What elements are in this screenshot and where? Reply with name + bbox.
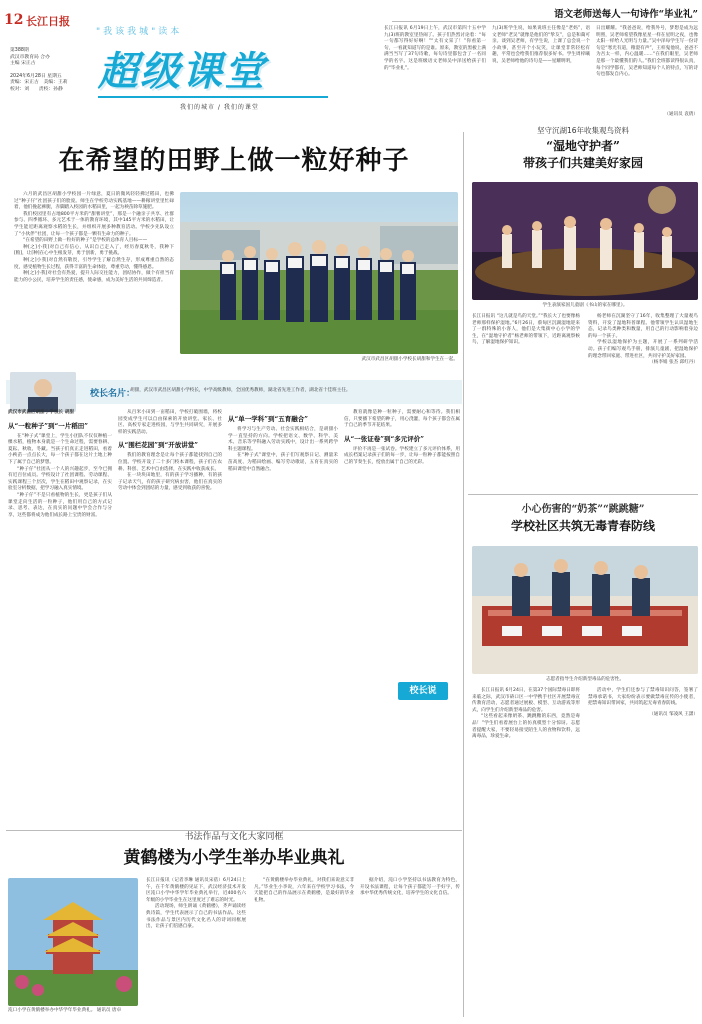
page-number: 12 — [4, 12, 24, 28]
story-photo — [472, 546, 698, 674]
principal-says-label: 校长说 — [409, 686, 437, 696]
story-credit: （通讯员 袁倩） — [664, 112, 698, 117]
article-subhead: 从“围栏花园”到“开放讲堂” — [118, 441, 198, 450]
story-title: 语文老师送每人一句诗作“毕业礼” — [554, 9, 698, 20]
article-para: 在一块块田地里，有的孩子学习播种，有的孩子记录天气，有的孩子研究病虫害，他们在真实的劳动中体会到团结的力量，感受到收获的喜悦。 — [118, 473, 222, 492]
headline-photo-caption: 武汉市武昌区胡甜小学校长胡甜和学生在一起。 — [361, 357, 458, 362]
headline-para: 六月的武昌区胡甜小学校园一片绿意，夏日的微风轻轻拂过稻田，也拂过“种子仔”社团孩子们的脸庞。师生在学校劳动实践基地——耕稼讲堂里忙碌着，他们挽起裤腿，赤脚踏入校园的水稻田里，一起为秧苗除草施肥。 — [14, 192, 174, 211]
story-para: 学校以湿地保护为主题，开展了一系列研学活动。孩子们编写观鸟手册，排演儿童剧，把湿地保护的理念带回家庭、带进社区，共同守护美好家园。 — [588, 340, 698, 359]
headline-para: 我们校园里有占地800平方米的“甜薯讲堂”，那是一个融亲子共享、社群参与、四季循环、多元艺术于一体的教育环境，其中145平方米的水稻田，让学生能近距离观察水稻的生长，并组织开展多种教育活动。学校少先队设立了“小伙伴”社团，让每一个孩子都是一颗有生命力的种子。 — [14, 211, 174, 237]
article-para: 从百米小田到一亩稻田，学校打破围墙，将校园变成学生可以自由探索的开放讲堂。家长、社区、高校专家走进校园，与学生共同研究，开展多样的实践活动。 — [118, 410, 222, 435]
story-col: 长江日报讯 6月19日上午，武汉市第四十五中学九(3)班的教室里热闹了。孩子们热烈讨论着：“每一句都写得好好啊！”“太有文采了！”你看第一句，一看就知道写的是谁。原来，教室的黑板上满满当当写了37句诗歌，每句诗里都包含了一名同学的名字。这是班级语文老师吴中泽送给孩子们的“毕业礼”。 — [384, 26, 486, 71]
paper-name: 长江日报 — [26, 15, 70, 28]
story-para: 长江日报讯 6月24日，在第37个国际禁毒日即将来临之际，武汉市硚口区一中学携手社区开展禁毒宣传教育活动，志愿者通过展板、模型、互动游戏等形式，向学生们介绍新型毒品的危害。 — [472, 688, 580, 713]
issue-meta — [10, 48, 70, 94]
middle-article — [8, 410, 460, 830]
story-title: 小心伤害的“奶茶”“跳跳糖” — [521, 504, 645, 515]
story-para: “在黄鹤楼举办毕业典礼，对我们来说意义非凡。”毕业生小李说，六年来在学校学习书法，今天能把自己的作品展示在黄鹤楼，是最好的毕业礼物。 — [254, 878, 354, 903]
bottom-story — [8, 834, 460, 1020]
right-story-1 — [468, 128, 698, 528]
article-para: 在“种子式”课堂上，学生小团队不仅仅种植一棵水稻，植物本身就是一个生命过程，需要春耕、夏耘、秋收、冬藏。当孩子们真正走进稻田，看着小秧苗一点点长大，每一个孩子都在这片土地上种下了属于自己的梦想。 — [8, 433, 112, 465]
story-credit: （通讯员 邹凌风 王潇） — [649, 711, 698, 717]
slogan: "我该我城"读本 — [96, 27, 183, 37]
proof-line: 校对：刘 责校：孙静 — [10, 86, 63, 92]
story-photo-caption: 志愿者指导生介绍新型毒品的危害性。 — [545, 677, 625, 682]
story-col — [360, 878, 460, 898]
anti-drug-exhibit-photo — [472, 546, 698, 674]
article-byline: 武汉市武昌区胡甜小学校长 胡甜 — [8, 410, 74, 415]
story-para: 活动中，学生们还参与了禁毒知识问答，签署了禁毒承诺书，大家纷纷表示要做禁毒宣传的小使者，把禁毒知识带回家，共同筑起无毒青春防线。 — [588, 688, 698, 707]
story-col — [588, 688, 698, 718]
story-photo — [8, 878, 138, 1006]
column-divider — [463, 132, 464, 1017]
article-col — [118, 410, 222, 493]
headline-para: 种[之]小我]对自己有信心，从识自己走入了，经历春夏秋冬，我种下[粮]，让[种]在心中生根发芽，勇于创新，勇于挑战。 — [14, 244, 174, 257]
title-rule — [392, 21, 698, 22]
story-col — [588, 314, 698, 367]
story-divider — [468, 494, 698, 495]
article-para: 教育就像是种一粒种子，需要耐心和等待。我们相信，只要播下希望的种子，用心浇灌，每个孩子都会在属于自己的季节开花结果。 — [344, 410, 460, 429]
brand-title: 超级课堂 — [98, 49, 266, 95]
story-para: 据介绍，沌口小学坚持以书法教育为特色，开设书法课程，让每个孩子都能写一手好字，传承中华优秀传统文化，培养学生的文化自信。 — [360, 878, 460, 897]
bottom-divider — [6, 830, 462, 831]
headline-title: 在希望的田野上做一粒好种子 — [58, 146, 410, 176]
headline-para: 种[之]小我]对社会有热爱，提升人际交往能力，团结协作，做个有担当有能力的小公民，培养学生的责任感，使命感，成为美好生活的共同缔造者。 — [14, 271, 174, 283]
principal-label: 校长名片： — [90, 389, 136, 399]
story-photo-caption: 学生表演家国儿童剧《书山的家在哪里》。 — [542, 303, 628, 308]
headline-left-text — [14, 192, 174, 284]
brand-underline — [98, 96, 328, 98]
yellow-crane-tower-photo — [8, 878, 138, 1006]
story-col — [254, 878, 354, 904]
headline-para: 种[之]小我]对自然有敬畏，引导学生了解自然生存，形成尊重自然的态度，感受植物生长过程，获得丰富的生命体验，尊重劳动，懂得感恩。 — [14, 257, 174, 270]
story-para: 长江日报讯 “这儿就是鸟的天堂。”“我长大了也要像杨老师那样保护湿地。”6月26日，蔡甸区沉湖湿地迎来了一群特殊的小客人，他们是大集街中心小学的学生，在“湿地守护者”杨老师的带领下，近距离观察候鸟，了解湿地保护知识。 — [472, 314, 580, 346]
story-kicker: 坚守沉湖16年收集观鸟资料 — [536, 126, 630, 135]
article-para: “种子仔”社团从一个人的兴趣起步，至今已拥有近百位成员。学校设计了社团课程、劳动课程、实践课程三个层次，学生在稻田中观察记录，在实验室分析数据，把学习融入真实情境。 — [8, 466, 112, 492]
story-title: 带孩子们共建美好家园 — [522, 155, 643, 170]
story-kicker: 书法作品与文化大家同框 — [184, 832, 284, 842]
principal-bio: 胡甜，武汉市武昌区胡甜小学校长，中学高级教师，全国优秀教师，湖北省先进工作者，湖北省十佳班主任。 — [130, 388, 351, 393]
article-para: 在“种子式”课堂中，孩子们写观察日记、测量禾苗高度、为稻田绘画、编写劳动歌谣，五育在真实的稻田课堂中自然融合。 — [228, 453, 338, 472]
story-photo-caption: 沌口小学在黄鹤楼举办中华学年毕业典礼。 通讯员 唐卓 — [8, 1008, 122, 1013]
story-col — [472, 688, 580, 741]
article-col — [344, 410, 460, 467]
story-col — [146, 878, 246, 931]
article-para: 将学习与生产劳动、社会实践相结合，是胡甜小学一直坚持的方向。学校把语文、数学、科学、美术、音乐等学科融入劳动实践中，设计出一系列跨学科主题课程。 — [228, 427, 338, 452]
date-line: 2024年6月28日 星期五 — [10, 73, 62, 79]
story-col: 九(3)班学生说，如果说班主任像是“老妈”，语文老师“老吴”就像是他们的“挚友”，总是和蔼可亲。谈到吴老师，有学生说，上课了总会说一个小故事，甚至开个小玩笑，让课堂非常轻松有趣，平常也会给我们推荐很多好书。学生周梓曦说，吴老师给他的诗句是——星耀明明， — [492, 26, 590, 64]
article-subhead: 从“一粒种子”到“一片稻田” — [8, 421, 88, 430]
tagline: 我们的城市 / 我们的课堂 — [180, 104, 259, 111]
story-credit: （杨李娟 张杰 邱红丹） — [649, 360, 698, 366]
story-title: “湿地守护者” — [546, 138, 620, 153]
issue-meta-line: 第388期 — [10, 48, 29, 53]
story-title: 学校社区共筑无毒青春防线 — [510, 519, 655, 533]
staff-line: 责编：宋正古 美编：王莉 — [10, 80, 68, 86]
article-subhead: 从“单一学科”到“五育融合” — [228, 415, 308, 423]
story-title: 黄鹤楼为小学生举办毕业典礼 — [123, 847, 345, 868]
story-col: 日出耀耀。“我爸爸说，给我外号，梦想是成为远明照，吴老师希望我像星星一样在星明之夜，也像太阳一样给人光明与力量。”吴中泽每学生写一份诗句是“寒光有道，稚澄有声”，王梓鬼他说，爸爸不为吾太一样，内心温暖……“在我们眼里，吴老师是那一个最懂我们的人。”我们全班都读得很认真，每个同学都有，吴老师知道每个人的特点，写的诗句也都发自内心。 — [596, 26, 698, 78]
story-para: 长江日报讯（记者李琳 通讯员宋蓓）6月24日上午，在千年黄鹤楼的见证下，武汉经济技术开发区沌口小学中华学年毕业典礼举行，近400名六年级的小学毕业生在这里度过了难忘的时光。 — [146, 878, 246, 903]
masthead — [0, 0, 390, 138]
article-subhead: 从“一张证卷”到“多元评价” — [344, 434, 424, 443]
article-col — [8, 410, 112, 519]
article-col — [228, 410, 338, 473]
top-right-story — [384, 6, 698, 122]
stage-performance-photo — [472, 182, 698, 300]
school-group-photo — [180, 192, 458, 354]
issue-meta-line: 主编 宋正古 — [10, 61, 36, 67]
story-photo — [472, 182, 698, 300]
principal-says-stamp — [398, 682, 448, 700]
headline-photo — [180, 192, 458, 354]
story-para: 杨老师在沉湖坚守了16年，收集整理了大量观鸟资料，开发了湿地科普课程。他带领学生认识湿地生态，记录鸟类种类和数量，用自己的行动影响着身边的每一个孩子。 — [588, 314, 698, 339]
headline-block — [8, 140, 460, 177]
principal-portrait — [10, 372, 76, 412]
article-para: “种子仔”不是只看植物的生长，更是孩子们从课堂走向生活的一粒种子，他们用自己的方式记录、思考、表达，在真实的问题中学会合作与分享，这些都将成为他们成长路上宝贵的财富。 — [8, 492, 112, 518]
issue-meta-line: 武汉市教育局 合办 — [10, 54, 50, 60]
story-col — [472, 314, 580, 347]
article-para: 评价不再是一张试卷。学校建立了多元评价体系，用成长档案记录孩子们的每一步，让每一粒种子都能按照自己的节奏生长，绽放出属于自己的光彩。 — [344, 446, 460, 465]
article-para: 我们的教育理念是让每个孩子都能找到自己的位置。学校开设了二十多门校本课程，孩子们在农耕、科创、艺术中自由选择，在实践中收获成长。 — [118, 453, 222, 472]
headline-para: “在希望的田野上做一粒好的种子”是学校的总体育人目标—— — [23, 238, 148, 244]
story-para: 活动现场，师生朗诵《黄鹤楼》，齐声诵读经典诗篇，学生代表展示了自己的书法作品。这些书法作品与景区内历代文化名人的诗词同框展出，让孩子们倍感自豪。 — [146, 904, 246, 930]
story-para: “这些看起来像奶茶、跳跳糖的东西，竟然是毒品！”学生们看着展台上的仿真模型十分惊讶。志愿者提醒大家，不要轻易接受陌生人的食物和饮料，远离毒品，珍爱生命。 — [472, 714, 580, 740]
right-story-2 — [468, 500, 698, 1020]
principal-photo — [10, 372, 76, 412]
